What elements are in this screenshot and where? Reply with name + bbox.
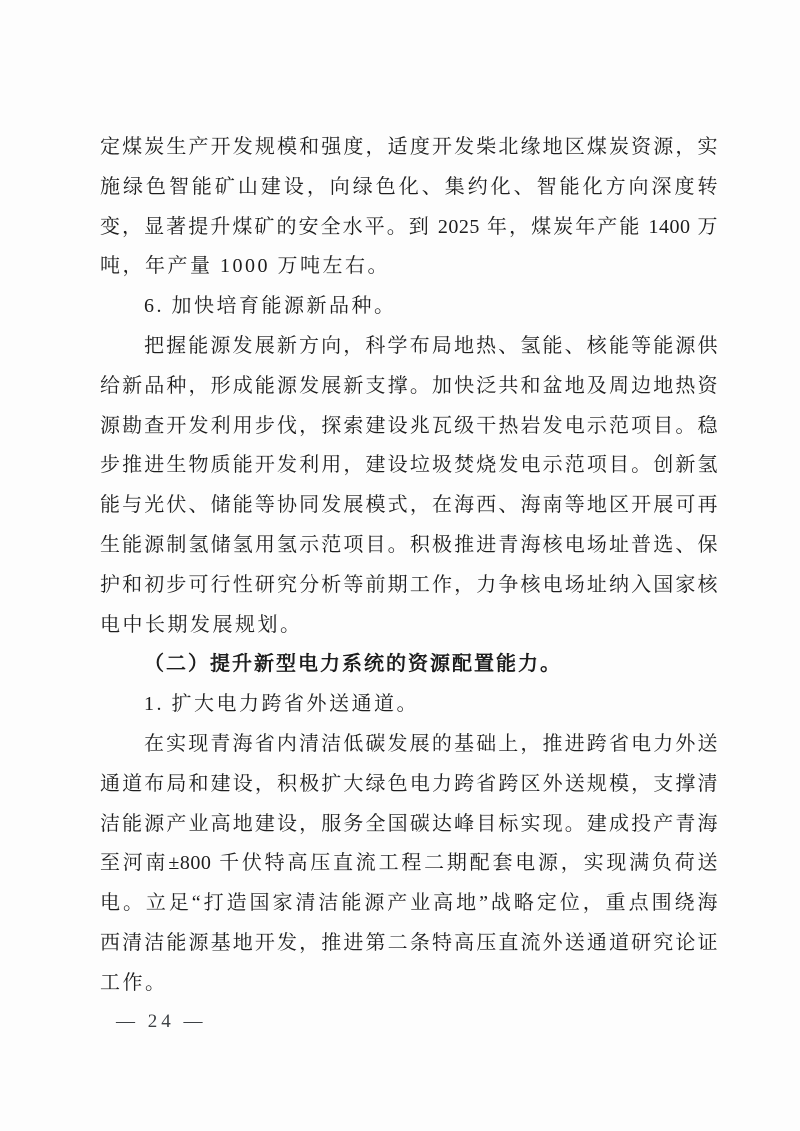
text-line: 源勘查开发利用步伐，探索建设兆瓦级干热岩发电示范项目。稳 — [100, 414, 718, 437]
text-line: 把握能源发展新方向，科学布局地热、氢能、核能等能源供 — [144, 334, 718, 357]
text-line: 电。立足“打造国家清洁能源产业高地”战略定位，重点围绕海 — [100, 892, 718, 915]
text-line: 定煤炭生产开发规模和强度，适度开发柴北缘地区煤炭资源，实 — [100, 136, 718, 158]
text-line: 工作。 — [100, 971, 168, 994]
text-line: 1. 扩大电力跨省外送通道。 — [144, 693, 419, 716]
text-line: 吨，年产量 1000 万吨左右。 — [100, 255, 390, 278]
text-line: 在实现青海省内清洁低碳发展的基础上，推进跨省电力外送 — [144, 732, 718, 755]
text-line: 洁能源产业高地建设，服务全国碳达峰目标实现。建成投产青海 — [100, 812, 718, 835]
text-line: 施绿色智能矿山建设，向绿色化、集约化、智能化方向深度转 — [100, 175, 718, 198]
text-line: 能与光伏、储能等协同发展模式，在海西、海南等地区开展可再 — [100, 494, 718, 517]
text-line: 至河南±800 千伏特高压直流工程二期配套电源，实现满负荷送 — [100, 852, 718, 875]
text-line: 护和初步可行性研究分析等前期工作，力争核电场址纳入国家核 — [100, 573, 718, 596]
text-line: 西清洁能源基地开发，推进第二条特高压直流外送通道研究论证 — [100, 931, 718, 954]
text-line: 生能源制氢储氢用氢示范项目。积极推进青海核电场址普选、保 — [100, 533, 718, 556]
document-body — [100, 128, 718, 1004]
text-line: 通道布局和建设，积极扩大绿色电力跨省跨区外送规模，支撑清 — [100, 772, 718, 795]
page-number: — 24 — — [116, 1011, 207, 1032]
section-heading: （二）提升新型电力系统的资源配置能力。 — [144, 653, 562, 676]
text-line: 电中长期发展规划。 — [100, 613, 303, 636]
text-line: 步推进生物质能开发利用，建设垃圾焚烧发电示范项目。创新氢 — [100, 454, 718, 477]
text-line: 6. 加快培育能源新品种。 — [144, 295, 397, 318]
text-line: 变，显著提升煤矿的安全水平。到 2025 年，煤炭年产能 1400 万 — [100, 215, 718, 238]
text-line: 给新品种，形成能源发展新支撑。加快泛共和盆地及周边地热资 — [100, 374, 718, 397]
